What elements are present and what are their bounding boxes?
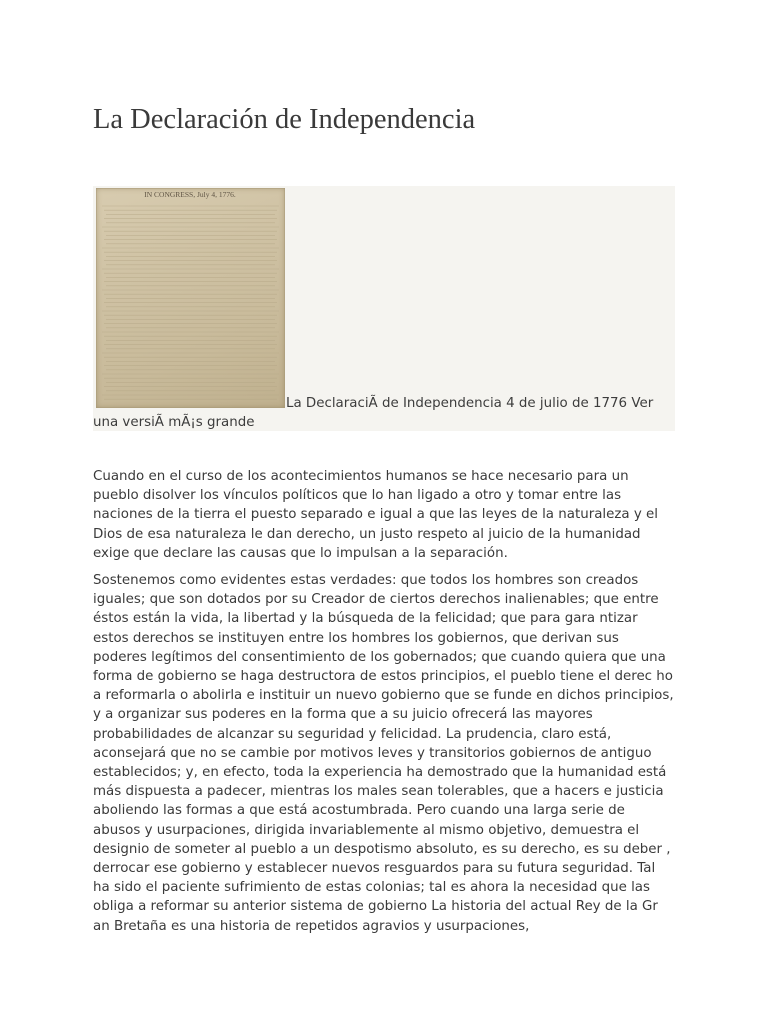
parchment-heading: IN CONGRESS, July 4, 1776. — [144, 190, 236, 199]
paragraph-1: Cuando en el curso de los acontecimientos humanos se hace necesario para un pueblo disolver los vínculos políticos que lo han ligado a otro y tomar entre las naciones de la tierra el puesto separado e igual a que las leyes de la naturaleza y el Dios de esa naturaleza le dan derecho, un justo respeto al juicio de la humanidad exige que declare las causas que lo impulsan a la separación. — [93, 469, 658, 561]
declaration-document-image[interactable] — [96, 188, 285, 408]
figure-caption: La DeclaraciÃ de Independencia 4 de julio de 1776 Ver una versiÃ mÃ¡s grande — [93, 396, 654, 430]
figure — [93, 186, 675, 431]
page-title: La Declaración de Independencia — [93, 104, 476, 135]
paragraph-2: Sostenemos como evidentes estas verdades: que todos los hombres son creados iguales; que son dotados por su Creador de ciertos derechos inalienables; que entre éstos están la vida, la libertad y la búsqueda de la felicidad; que para gara ntizar estos derechos se instituyen entre los hombres los gobiernos, que derivan sus poderes legítimos del consentimiento de los gobernados; que cuando quiera que una forma de gobierno se haga destructora de estos principios, el pueblo tiene el derec ho a reformarla o abolirla e instituir un nuevo gobierno que se funde en dichos principios, y a organizar sus poderes en la forma que a su juicio ofrecerá las mayores probabilidades de alcanzar su seguridad y felicidad. La prudencia, claro está, aconsejará que no se cambie por motivos leves y transitorios gobiernos de antiguo establecidos; y, en efecto, toda la experiencia ha demostrado que la humanidad está más dispuesta a padecer, mientras los males sean tolerables, que a hacers e justicia aboliendo las formas a que está acostumbrada. Pero cuando una larga serie de abusos y usurpaciones, dirigida invariablemente al mismo objetivo, demuestra el designio de someter al pueblo a un despotismo absoluto, es su derecho, es su deber , derrocar ese gobierno y establecer nuevos resguardos para su futura seguridad. Tal ha sido el paciente sufrimiento de estas colonias; tal es ahora la necesidad que las obliga a reformar su anterior sistema de gobierno La historia del actual Rey de la Gr an Bretaña es una historia de repetidos agravios y usurpaciones, — [93, 573, 674, 934]
parchment-illustration — [96, 188, 285, 408]
body-text — [93, 467, 675, 944]
